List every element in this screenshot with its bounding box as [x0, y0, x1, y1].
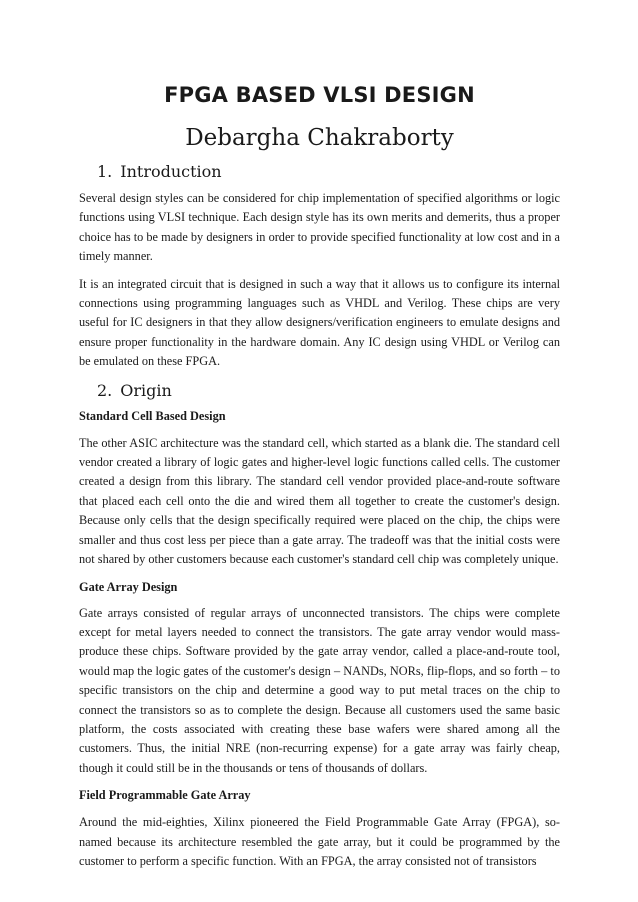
document-title: FPGA BASED VLSI DESIGN [164, 83, 475, 107]
introduction-paragraph: It is an integrated circuit that is designed in such a way that it allows us to configure its internal connections using programming languages such as VHDL and Verilog. These chips are very useful for IC designers in that they allow designers/verification engineers to emulate designs and ensure proper functionality in the hardware domain. Any IC design using VHDL or Verilog can be emulated on these FPGA. [79, 276, 560, 369]
fpga-paragraph: Around the mid-eighties, Xilinx pioneered the Field Programmable Gate Array (FPGA), so-named because its architecture resembled the gate array, but it could be programmed by the customer to perform a specific function. With an FPGA, the array consisted not of transistors [79, 815, 560, 868]
section-number: 2. [97, 380, 113, 400]
gate-array-paragraph: Gate arrays consisted of regular arrays of unconnected transistors. The chips were complete except for metal layers needed to connect the transistors. The gate array vendor would mass-produce these chips. Software provided by the gate array vendor, called a place-and-route tool, would map the logic gates of the customer's design – NANDs, NORs, flip-flops, and so forth – to specific transistors on the chip and determine a good way to put metal traces on the chip to connect the transistors so as to complete the design. Because all customers used the same basic platform, the costs associated with creating these base wafers were shared among all the customers. Thus, the initial NRE (non-recurring expense) for a gate array was fairly cheap, though it could still be in the thousands or tens of thousands of dollars. [79, 605, 560, 775]
introduction-paragraph: Several design styles can be considered for chip implementation of specified algorithms or logic functions using VLSI technique. Each design style has its own merits and demerits, thus a proper choice has to be made by designers in order to provide specified functionality at low cost and in a timely manner. [79, 191, 560, 264]
section-heading-introduction [79, 161, 560, 183]
subheading-gate-array: Gate Array Design [79, 579, 178, 594]
section-title: Origin [120, 380, 172, 400]
section-heading-origin [79, 380, 560, 402]
subheading-fpga: Field Programmable Gate Array [79, 788, 251, 803]
subheading-standard-cell: Standard Cell Based Design [79, 408, 226, 423]
standard-cell-paragraph: The other ASIC architecture was the standard cell, which started as a blank die. The standard cell vendor created a library of logic gates and higher-level logic functions called cells. The customer created a design from this library. The standard cell vendor provided place-and-route software that placed each cell onto the die and wired them all together to create the customer's design. Because only cells that the design specifically required were placed on the chip, the chips were smaller and thus cost less per piece than a gate array. The tradeoff was that the initial costs were not shared by other customers because each customer's standard cell chip was completely unique. [79, 435, 560, 567]
section-title: Introduction [120, 162, 222, 181]
document-page [79, 82, 560, 871]
document-author: Debargha Chakraborty [185, 125, 454, 151]
section-number: 1. [97, 162, 113, 181]
